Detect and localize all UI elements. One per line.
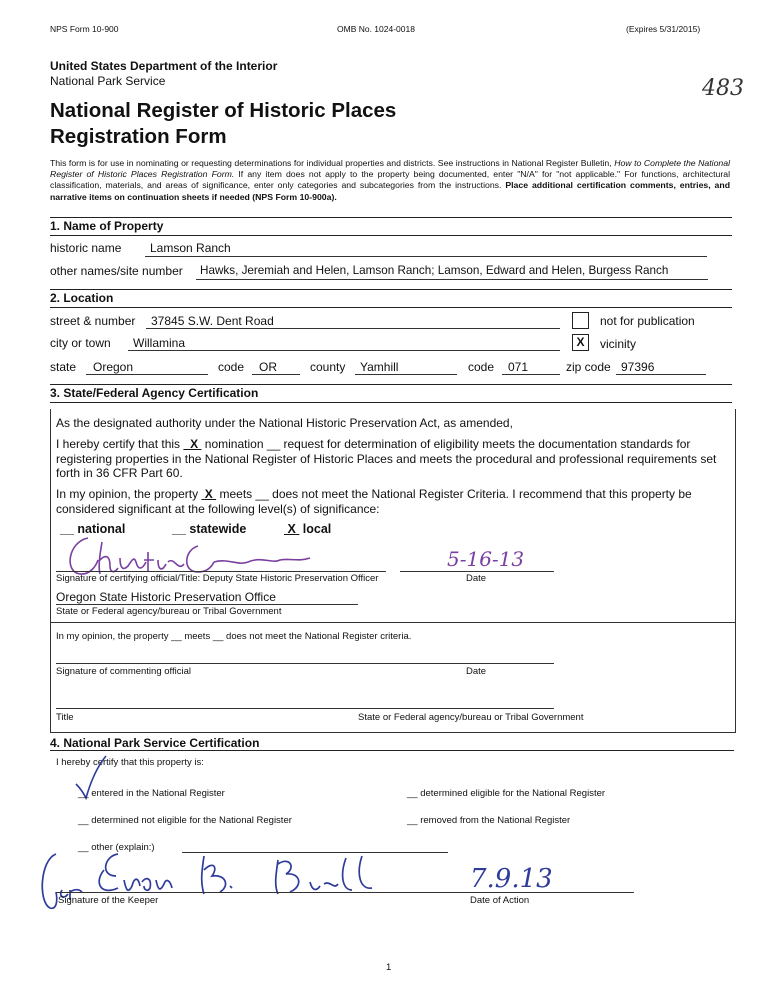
certify-statement: I hereby certify that this X nomination __ request for determination of eligibility meets the documentation standards for registering properties in the National Register of Historic Places and meets the procedural and professional requirements set forth in 36 CFR Part 60.: [56, 437, 717, 480]
street-value[interactable]: 37845 S.W. Dent Road: [151, 314, 274, 328]
divider: [50, 622, 736, 623]
opinion-statement: In my opinion, the property X meets __ does not meet the National Register Criteria. I recommend that this property be considered significant at the following level(s) of significance:: [56, 487, 692, 516]
section-3-heading: 3. State/Federal Agency Certification: [50, 384, 732, 403]
page-number: 1: [386, 962, 392, 973]
opinion-statement-2: In my opinion, the property __ meets __ does not meet the National Register criteria.: [56, 631, 412, 642]
county-code-label: code: [468, 360, 495, 374]
option-determined-eligible[interactable]: __ determined eligible for the National Register: [407, 788, 606, 799]
instructions: This form is for use in nominating or requesting determinations for individual properties and districts. See instructions in National Register Bulletin, How to Complete the National Register of Historic Places Registration Form. If any item does not apply to the property being documented, enter "N/A" for "not applicable." For functions, architectural classification, materials, and areas of significance, enter only categories and subcategories from the instructions. Place additional certification comments, entries, and narrative items on continuation sheets if needed (NPS Form 10-900a).: [50, 158, 731, 202]
historic-name-line: [145, 256, 707, 257]
zip-label: zip code: [566, 360, 611, 374]
city-label: city or town: [50, 336, 111, 350]
county-code-value[interactable]: 071: [508, 360, 529, 374]
state-value[interactable]: Oregon: [93, 360, 134, 374]
county-label: county: [310, 360, 346, 374]
zip-value[interactable]: 97396: [621, 360, 655, 374]
street-label: street & number: [50, 314, 136, 328]
street-line: [146, 328, 560, 329]
expiration-date: (Expires 5/31/2015): [626, 24, 701, 34]
county-code-line: [502, 374, 560, 375]
certifying-sig-label: Signature of certifying official/Title: Deputy State Historic Preservation Officer: [56, 573, 379, 584]
historic-name-label: historic name: [50, 241, 122, 255]
other-names-label: other names/site number: [50, 264, 183, 278]
zip-line: [616, 374, 706, 375]
commenting-date-label: Date: [466, 666, 487, 677]
certifying-sig-line: [56, 571, 386, 572]
option-other[interactable]: __ other (explain:): [78, 842, 155, 853]
office-line: [56, 604, 358, 605]
state-line: [86, 374, 208, 375]
handwritten-number: 483: [702, 76, 744, 101]
commenting-sig-label: Signature of commenting official: [56, 666, 192, 677]
agency2-label: State or Federal agency/bureau or Tribal Government: [358, 712, 584, 723]
option-removed[interactable]: __ removed from the National Register: [407, 815, 571, 826]
service-name: National Park Service: [50, 74, 166, 88]
commenting-sig-line: [56, 663, 554, 664]
state-code-value[interactable]: OR: [259, 360, 277, 374]
form-title: National Register of Historic Places: [50, 99, 397, 122]
state-label: state: [50, 360, 77, 374]
state-code-label: code: [218, 360, 245, 374]
authority-statement: As the designated authority under the National Historic Preservation Act, as amended,: [56, 416, 513, 430]
omb-number: OMB No. 1024-0018: [337, 24, 415, 34]
action-date: 7.9.13: [470, 864, 553, 894]
certifying-date-line: [400, 571, 554, 572]
vicinity-label: vicinity: [600, 337, 637, 351]
other-names-line: [196, 279, 708, 280]
nomination-mark[interactable]: X: [190, 437, 199, 451]
certifying-date-label: Date: [466, 573, 487, 584]
title-line: [56, 708, 554, 709]
form-subtitle: Registration Form: [50, 125, 227, 148]
meets-mark[interactable]: X: [204, 487, 213, 501]
vicinity-checkbox[interactable]: X: [572, 334, 589, 351]
action-date-label: Date of Action: [470, 895, 530, 906]
form-number: NPS Form 10-900: [50, 24, 119, 34]
option-entered[interactable]: __ entered in the National Register: [78, 788, 225, 799]
county-line: [355, 374, 457, 375]
county-value[interactable]: Yamhill: [360, 360, 399, 374]
city-line: [128, 350, 560, 351]
historic-name-value[interactable]: Lamson Ranch: [150, 241, 231, 255]
keeper-sig-line: [56, 892, 634, 893]
nps-cert-intro: I hereby certify that this property is:: [56, 757, 204, 768]
not-for-publication-checkbox[interactable]: [572, 312, 589, 329]
option-not-eligible[interactable]: __ determined not eligible for the National Register: [78, 815, 292, 826]
signed-date: 5-16-13: [447, 547, 525, 571]
state-code-line: [252, 374, 300, 375]
section-1-heading: 1. Name of Property: [50, 217, 732, 236]
level-national[interactable]: __ national: [60, 522, 126, 536]
office-name[interactable]: Oregon State Historic Preservation Office: [56, 590, 276, 604]
level-statewide[interactable]: __ statewide: [172, 522, 247, 536]
office-label: State or Federal agency/bureau or Tribal Government: [56, 606, 282, 617]
city-value[interactable]: Willamina: [133, 336, 186, 350]
not-for-publication-label: not for publication: [600, 314, 695, 328]
title-label: Title: [56, 712, 74, 723]
section-2-heading: 2. Location: [50, 289, 732, 308]
keeper-sig-label: Signature of the Keeper: [58, 895, 159, 906]
department-name: United States Department of the Interior: [50, 59, 278, 73]
level-local[interactable]: X local: [287, 522, 332, 536]
other-names-value[interactable]: Hawks, Jeremiah and Helen, Lamson Ranch; Lamson, Edward and Helen, Burgess Ranch: [200, 264, 669, 277]
section-4-heading: 4. National Park Service Certification: [50, 736, 734, 751]
